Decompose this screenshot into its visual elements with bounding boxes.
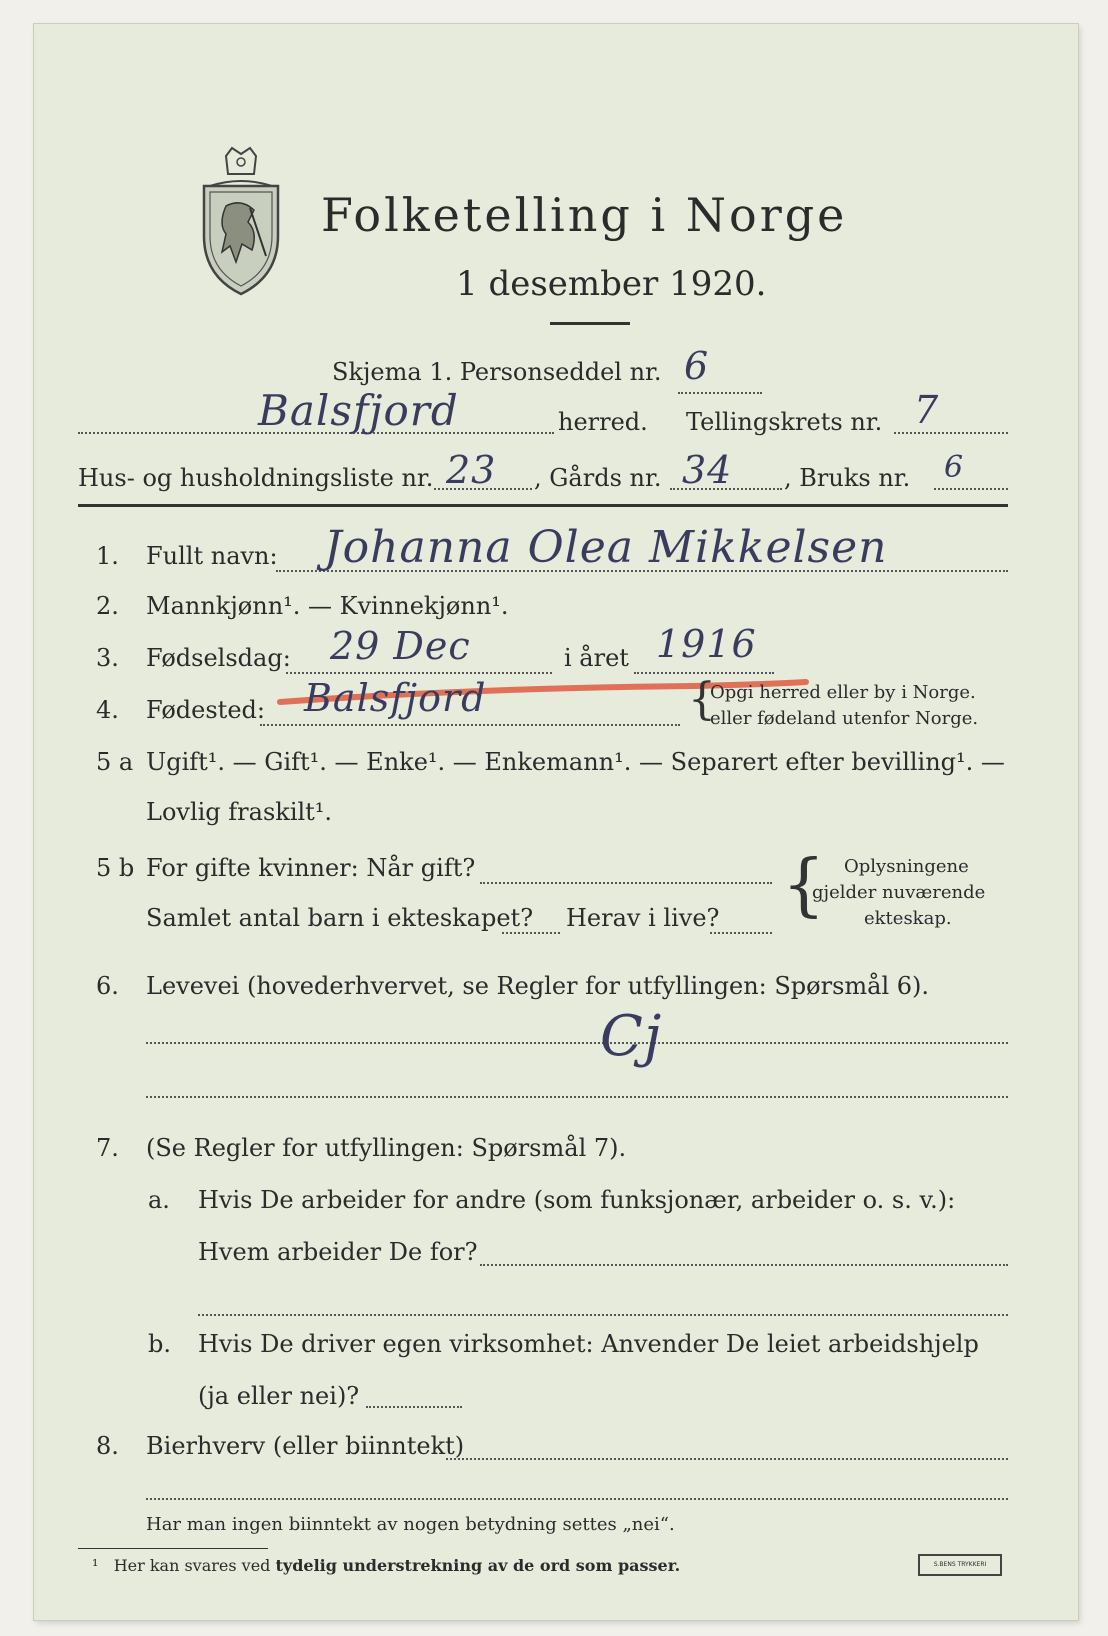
hus-number-dots bbox=[434, 488, 532, 490]
form-date: 1 desember 1920. bbox=[456, 264, 767, 304]
tellingskrets-dots bbox=[894, 432, 1008, 434]
q5b-number: 5 b bbox=[96, 854, 135, 882]
q7-label: (Se Regler for utfyllingen: Spørsmål 7). bbox=[146, 1134, 627, 1162]
q3-label: Fødselsdag: bbox=[146, 644, 291, 672]
q7b-letter: b. bbox=[148, 1330, 171, 1358]
q8-note: Har man ingen biinntekt av nogen betydning settes „nei“. bbox=[146, 1514, 675, 1535]
hus-number-value: 23 bbox=[446, 448, 497, 492]
printer-stamp bbox=[918, 1554, 1002, 1576]
q5b-note-3: ekteskap. bbox=[864, 908, 952, 929]
form-title: Folketelling i Norge bbox=[321, 188, 848, 242]
gards-dots bbox=[670, 488, 782, 490]
q7a-line-1: Hvis De arbeider for andre (som funksjonær, arbeider o. s. v.): bbox=[198, 1186, 956, 1214]
bruks-value: 6 bbox=[944, 450, 965, 485]
q1-full-name-value: Johanna Olea Mikkelsen bbox=[324, 522, 888, 573]
q5b-note-1: Oplysningene bbox=[844, 856, 969, 877]
schema-number-dots bbox=[678, 392, 762, 394]
title-rule bbox=[550, 322, 630, 325]
footer-mark: ¹ bbox=[92, 1556, 99, 1575]
footer-text-plain: Her kan svares ved bbox=[113, 1556, 271, 1575]
q7-number: 7. bbox=[96, 1134, 119, 1162]
q5b-line-1: For gifte kvinner: Når gift? bbox=[146, 854, 476, 882]
q2-label: Mannkjønn¹. — Kvinnekjønn¹. bbox=[146, 592, 509, 620]
q8-dots-1 bbox=[446, 1458, 1008, 1460]
q6-number: 6. bbox=[96, 972, 119, 1000]
printer-stamp-text: S.BENS TRYKKERI bbox=[933, 1561, 987, 1568]
q4-note-2: eller fødeland utenfor Norge. bbox=[710, 708, 979, 729]
schema-number-value: 6 bbox=[684, 344, 710, 388]
q4-note-1: Opgi herred eller by i Norge. bbox=[710, 682, 976, 703]
bruks-label: , Bruks nr. bbox=[784, 464, 911, 492]
footer-rule bbox=[78, 1548, 268, 1549]
footer-note bbox=[92, 1556, 680, 1575]
q4-label: Fødested: bbox=[146, 696, 265, 724]
q3-year-label: i året bbox=[564, 644, 629, 672]
q4-dots bbox=[260, 724, 680, 726]
q5a-line-2: Lovlig fraskilt¹. bbox=[146, 798, 333, 826]
q4-brace: { bbox=[688, 674, 716, 725]
q5b-brace: { bbox=[782, 846, 826, 925]
header-divider bbox=[78, 504, 1008, 507]
q1-number: 1. bbox=[96, 542, 119, 570]
q6-label: Levevei (hovederhvervet, se Regler for utfyllingen: Spørsmål 6). bbox=[146, 972, 930, 1000]
gards-value: 34 bbox=[682, 448, 733, 492]
tellingskrets-value: 7 bbox=[914, 388, 940, 432]
bruks-dots bbox=[934, 488, 1008, 490]
q7a-line-2: Hvem arbeider De for? bbox=[198, 1238, 478, 1266]
q7a-dots-1 bbox=[480, 1264, 1008, 1266]
q5b-line-2b: Herav i live? bbox=[566, 904, 720, 932]
q1-label: Fullt navn: bbox=[146, 542, 278, 570]
q8-number: 8. bbox=[96, 1432, 119, 1460]
q4-birthplace-value: Balsfjord bbox=[304, 676, 487, 720]
q2-number: 2. bbox=[96, 592, 119, 620]
q6-dots-1 bbox=[146, 1042, 1008, 1044]
gards-label: , Gårds nr. bbox=[534, 464, 662, 492]
hus-label: Hus- og husholdningsliste nr. bbox=[78, 464, 434, 492]
coat-of-arms-icon bbox=[196, 146, 286, 298]
herred-name-value: Balsfjord bbox=[258, 386, 459, 435]
q6-occupation-value: Cj bbox=[600, 1004, 663, 1069]
footer-text-bold: tydelig understrekning av de ord som passer. bbox=[275, 1556, 681, 1575]
q5a-line-1: Ugift¹. — Gift¹. — Enke¹. — Enkemann¹. — Separert efter bevilling¹. — bbox=[146, 748, 1005, 776]
tellingskrets-label: Tellingskrets nr. bbox=[686, 408, 883, 436]
q5b-live-dots bbox=[710, 932, 772, 934]
q6-dots-2 bbox=[146, 1096, 1008, 1098]
herred-label: herred. bbox=[558, 408, 648, 436]
schema-label: Skjema 1. Personseddel nr. bbox=[332, 358, 662, 386]
q5b-barn-dots bbox=[502, 932, 560, 934]
q7b-dots bbox=[366, 1406, 462, 1408]
q3-number: 3. bbox=[96, 644, 119, 672]
q7a-letter: a. bbox=[148, 1186, 170, 1214]
q5b-note-2: gjelder nuværende bbox=[812, 882, 986, 903]
q5a-number: 5 a bbox=[96, 748, 134, 776]
q8-dots-2 bbox=[146, 1498, 1008, 1500]
q7b-line-1: Hvis De driver egen virksomhet: Anvender De leiet arbeidshjelp bbox=[198, 1330, 979, 1358]
q3-birthday-value: 29 Dec bbox=[330, 624, 471, 668]
census-form-sheet bbox=[34, 24, 1078, 1620]
q4-number: 4. bbox=[96, 696, 119, 724]
q5b-gift-dots bbox=[480, 882, 772, 884]
q8-label: Bierhverv (eller biinntekt) bbox=[146, 1432, 465, 1460]
q3-year-value: 1916 bbox=[656, 622, 757, 666]
q7a-dots-2 bbox=[198, 1314, 1008, 1316]
q5b-line-2a: Samlet antal barn i ekteskapet? bbox=[146, 904, 534, 932]
q7b-line-2: (ja eller nei)? bbox=[198, 1382, 360, 1410]
